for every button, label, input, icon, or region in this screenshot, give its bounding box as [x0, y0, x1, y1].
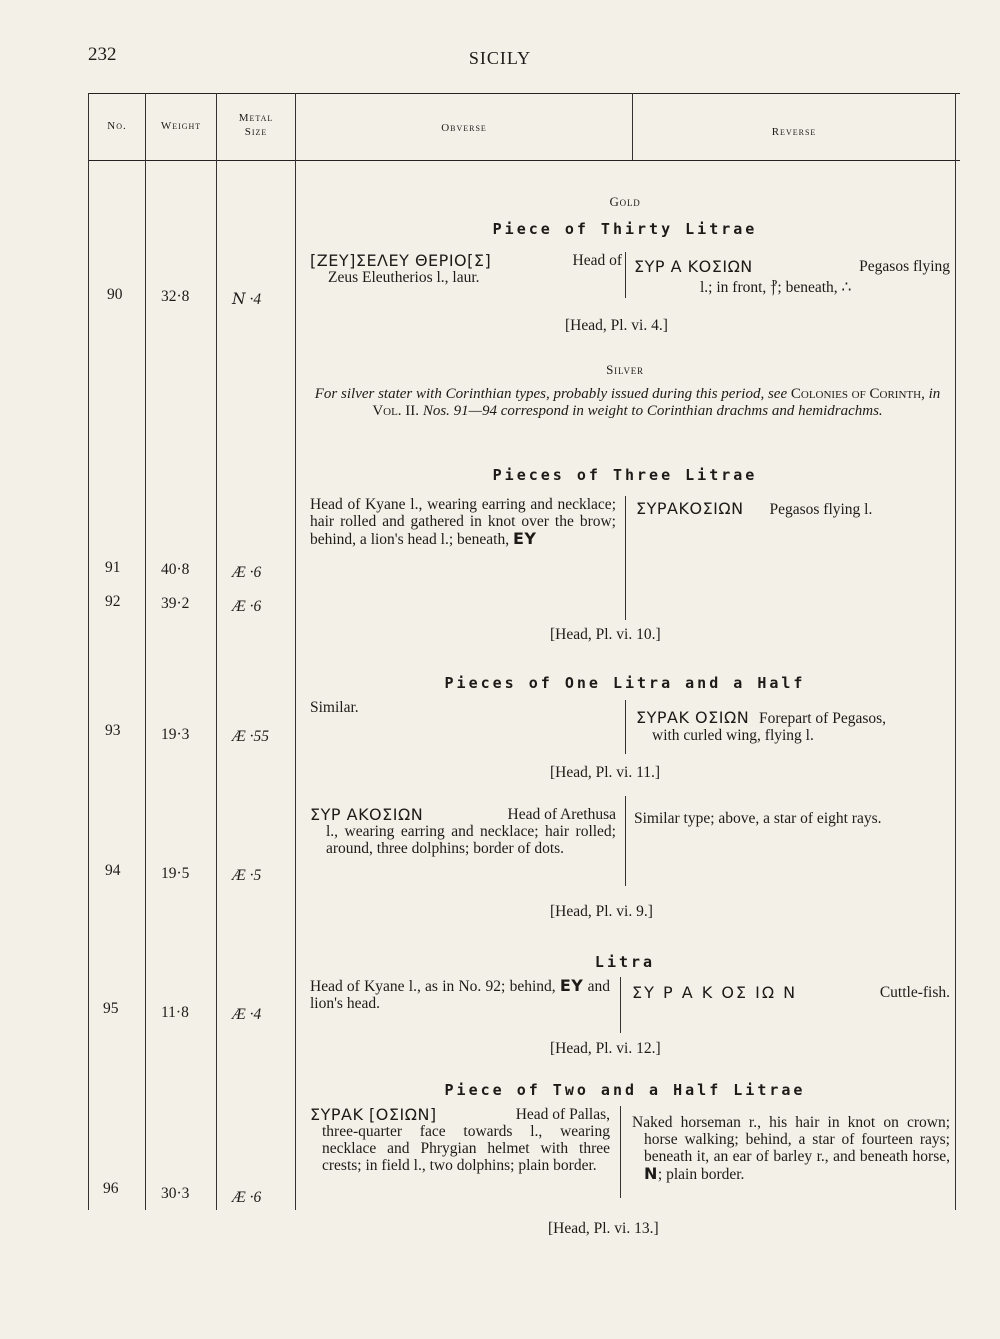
entry-90-metal: 𝑁 ·4 [232, 291, 262, 308]
entry-90-obverse [310, 252, 622, 286]
entry-90-reverse-text: l.; in front, ⳨; beneath, ∴ [700, 279, 852, 296]
entry-96-obverse-text: three-quarter face towards l., wearing necklace and Phrygian helmet with three crests; in field l., two dolphins; plain border. [322, 1123, 610, 1174]
entry-93-divider [625, 700, 626, 754]
entry-93-metal: Æ ·55 [232, 728, 270, 745]
silver-note [305, 386, 950, 420]
entry-96-reverse [632, 1114, 950, 1183]
column-rule-2 [145, 93, 146, 1210]
entry-90-weight: 32·8 [161, 288, 190, 305]
entry-95-plate-ref: [Head, Pl. vi. 12.] [550, 1040, 661, 1057]
entry-96-obverse-head: Head of Pallas, [515, 1106, 610, 1123]
entry-94-plate-ref: [Head, Pl. vi. 9.] [550, 903, 653, 920]
subsection-two-and-half-litrae: Piece of Two and a Half Litrae [444, 1081, 806, 1099]
silver-note-d: Vol. II. [372, 403, 420, 419]
entry-91-92-plate-ref: [Head, Pl. vi. 10.] [550, 626, 661, 643]
entry-90-plate-ref: [Head, Pl. vi. 4.] [565, 317, 668, 334]
silver-note-a: For silver stater with Corinthian types, probably issued during this period, see [314, 386, 791, 402]
entry-95-obverse [310, 977, 610, 1012]
col-head-metal [217, 111, 295, 139]
entry-95-obverse-ey: ΕΥ [559, 976, 584, 995]
entry-91-92-divider [625, 496, 626, 620]
entry-96-reverse-tail: ; plain border. [657, 1166, 745, 1183]
entry-96-plate-ref: [Head, Pl. vi. 13.] [548, 1220, 659, 1237]
entry-96-reverse-text: Naked horseman r., his hair in knot on crown; horse walking; behind, a star of fourteen rays; beneath it, an ear of barley r., and beneath horse, [632, 1114, 950, 1165]
entry-93-reverse-type: Forepart of Pegasos, [759, 710, 887, 727]
entry-91-92-obverse-ey: ΕΥ [512, 529, 537, 548]
entry-95-reverse-type: Cuttle-fish. [879, 984, 950, 1001]
col-head-obverse: Obverse [441, 122, 487, 134]
entry-90-reverse-legend: ΣΥΡ Α ΚΟΣΙΩΝ [634, 257, 753, 276]
entry-93-weight: 19·3 [161, 726, 190, 743]
silver-note-c: , in [921, 386, 941, 402]
entry-95-obverse-text: Head of Kyane l., as in No. 92; behind, [310, 978, 556, 995]
entry-95-weight: 11·8 [161, 1004, 189, 1021]
entry-90-divider [625, 252, 626, 298]
entry-95-reverse [632, 984, 950, 1001]
col-head-metal-line2: Size [244, 126, 268, 138]
entry-90-reverse-type: Pegasos flying [859, 258, 950, 275]
entry-93-reverse [636, 709, 950, 744]
entry-96-reverse-n: Ν [644, 1164, 658, 1183]
entry-91-metal: Æ ·6 [232, 564, 262, 581]
entry-95-reverse-legend: ΣΥ Ρ Α Κ ΟΣ ΙΩ Ν [632, 983, 798, 1002]
section-gold: Gold [609, 194, 641, 209]
entry-90-no: 90 [107, 286, 123, 303]
column-rule-right [955, 93, 956, 1210]
entry-94-metal: Æ ·5 [232, 867, 262, 884]
entry-94-no: 94 [105, 862, 121, 879]
col-head-no: No. [107, 120, 127, 132]
entry-91-no: 91 [105, 559, 121, 576]
subsection-litra: Litra [594, 953, 656, 971]
subsection-thirty-litrae: Piece of Thirty Litrae [492, 220, 758, 238]
entry-91-92-obverse [310, 496, 616, 548]
entry-94-obverse-text: l., wearing earring and necklace; hair rolled; around, three dolphins; border of dots. [326, 823, 616, 857]
entry-92-metal: Æ ·6 [232, 598, 262, 615]
entry-91-92-reverse [636, 500, 926, 518]
entry-96-no: 96 [103, 1180, 119, 1197]
entry-92-weight: 39·2 [161, 595, 190, 612]
entry-93-obverse: Similar. [310, 699, 359, 716]
entry-91-weight: 40·8 [161, 561, 190, 578]
subsection-three-litrae: Pieces of Three Litrae [492, 466, 758, 484]
entry-91-92-obverse-text: Head of Kyane l., wearing earring and necklace; hair rolled and gathered in knot over the brow; behind, a lion's head l.; beneath, [310, 496, 616, 548]
entry-91-92-reverse-legend: ΣΥΡΑΚΟΣΙΩΝ [636, 499, 744, 518]
entry-93-no: 93 [105, 722, 121, 739]
entry-90-obverse-head: Head of [572, 252, 622, 269]
entry-91-92-reverse-type: Pegasos flying l. [769, 501, 873, 518]
entry-94-obverse-legend: ΣΥΡ ΑΚΟΣΙΩΝ [310, 805, 424, 824]
entry-96-obverse [310, 1106, 610, 1174]
entry-96-divider [620, 1106, 621, 1198]
entry-95-obverse-tail: and lion's head. [310, 978, 611, 1012]
column-rule-3 [216, 93, 217, 1210]
entry-94-obverse [310, 806, 616, 857]
entry-94-reverse: Similar type; above, a star of eight rays. [634, 810, 882, 827]
page-number: 232 [88, 44, 117, 65]
entry-92-no: 92 [105, 593, 121, 610]
entry-90-obverse-legend: [ΖΕΥ]ΣΕΛΕΥ ΘΕΡΙΟ[Σ] [310, 251, 492, 270]
column-rule-1 [88, 93, 89, 1210]
col-head-metal-line1: Metal [238, 112, 274, 124]
entry-95-metal: Æ ·4 [232, 1006, 262, 1023]
running-head: SICILY [468, 48, 532, 68]
entry-94-weight: 19·5 [161, 865, 190, 882]
entry-96-weight: 30·3 [161, 1185, 190, 1202]
entry-96-metal: Æ ·6 [232, 1189, 262, 1206]
entry-93-plate-ref: [Head, Pl. vi. 11.] [550, 764, 661, 781]
entry-94-divider [625, 796, 626, 886]
entry-94-obverse-head: Head of Arethusa [507, 806, 616, 823]
column-rule-4 [295, 93, 296, 1210]
entry-95-no: 95 [103, 1000, 119, 1017]
entry-90-reverse [634, 258, 950, 296]
entry-95-divider [620, 977, 621, 1033]
col-head-weight: Weight [160, 120, 202, 132]
entry-90-obverse-text: Zeus Eleutherios l., laur. [328, 269, 480, 286]
col-head-reverse: Reverse [771, 126, 817, 138]
table-top-rule [88, 93, 960, 94]
silver-note-b: Colonies of Corinth [790, 386, 922, 402]
subsection-one-and-half-litrae: Pieces of One Litra and a Half [444, 674, 806, 692]
entry-96-obverse-legend: ΣΥΡΑΚ [ΟΣΙΩΝ] [310, 1105, 437, 1124]
entry-93-reverse-text: with curled wing, flying l. [652, 727, 814, 744]
silver-note-e: Nos. 91—94 correspond in weight to Corinthian drachms and hemidrachms. [419, 403, 883, 419]
table-header-rule [88, 160, 960, 161]
section-silver: Silver [606, 362, 644, 377]
entry-93-reverse-legend: ΣΥΡΑΚ ΟΣΙΩΝ [636, 708, 750, 727]
